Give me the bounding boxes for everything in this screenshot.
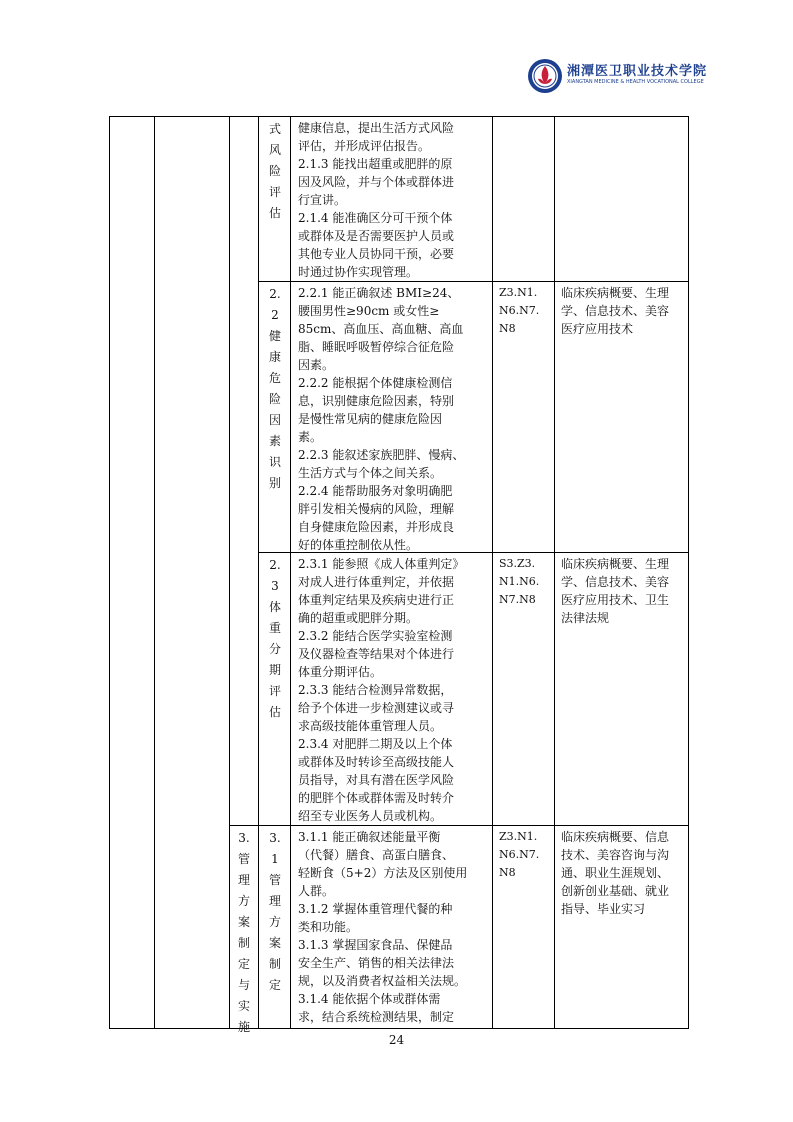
vertical-char: 定 (268, 978, 281, 992)
content-line: 的肥胖个体或群体需及时转介 (298, 791, 455, 805)
code-line: N6.N7. (499, 304, 540, 317)
content-line: 腰围男性≥90cm 或女性≥ (298, 304, 440, 318)
vertical-char: 制 (237, 936, 250, 950)
content-line: 85cm、高血压、高血糖、高血 (298, 322, 464, 336)
content-line: 3.1.2 掌握体重管理代餐的种 (298, 902, 453, 916)
vertical-char: 与 (237, 978, 250, 992)
content-line: 人群。 (298, 884, 335, 898)
vertical-char: 评 (268, 684, 281, 698)
content-line: 绍至专业医务人员或机构。 (298, 809, 443, 823)
content-line: 胖引发相关慢病的风险，理解 (298, 502, 455, 516)
vertical-char: 重 (268, 621, 281, 635)
content-line: 健康信息，提出生活方式风险 (298, 121, 455, 135)
course-line: 创新创业基础、就业 (561, 884, 670, 898)
vertical-char: 识 (268, 455, 281, 469)
vertical-char: 险 (268, 392, 281, 406)
vertical-char: 方 (268, 915, 281, 929)
code-line: N8 (499, 866, 516, 879)
vertical-char: 估 (268, 705, 281, 719)
course-line: 学、信息技术、美容 (561, 575, 670, 589)
content-line: 因素。 (298, 358, 335, 372)
vertical-char: 定 (237, 957, 250, 971)
sub-item-4-label (261, 828, 289, 996)
course-line: 临床疾病概要、生理 (561, 286, 670, 300)
content-line: 求，结合系统检测结果，制定 (298, 1010, 455, 1024)
content-line: （代餐）膳食、高蛋白膳食、 (298, 848, 455, 862)
content-line: 或群体及时转诊至高级技能人 (298, 755, 455, 769)
content-line: 评估，并形成评估报告。 (298, 139, 431, 153)
vertical-char: 案 (268, 936, 281, 950)
vertical-char: 式 (268, 122, 281, 136)
school-name-en: XIANGTAN MEDICINE & HEALTH VOCATIONAL COLLEGE (567, 79, 704, 85)
course-line: 临床疾病概要、信息 (561, 830, 670, 844)
vertical-char: 2. (269, 558, 281, 572)
row-2-courses (561, 284, 669, 338)
vertical-char: 2 (271, 308, 279, 322)
vertical-char: 因 (268, 413, 281, 427)
course-line: 医疗应用技术 (561, 322, 634, 336)
content-line: 2.1.4 能准确区分可干预个体 (298, 211, 453, 225)
row-2-content (298, 284, 464, 554)
vertical-char: 方 (237, 894, 250, 908)
content-line: 安全生产、销售的相关法律法 (298, 956, 455, 970)
content-line: 2.3.1 能参照《成人体重判定》 (298, 557, 465, 571)
vertical-char: 管 (268, 873, 281, 887)
vertical-char: 评 (268, 185, 281, 199)
vertical-char: 理 (268, 894, 281, 908)
sub-item-2-label (261, 284, 289, 494)
content-line: 2.2.1 能正确叙述 BMI≥24、 (298, 286, 460, 300)
content-line: 规，以及消费者权益相关法规。 (298, 974, 467, 988)
vertical-char: 素 (268, 434, 281, 448)
vertical-char: 实 (237, 999, 250, 1013)
row-4-courses (561, 828, 669, 918)
vertical-char: 风 (268, 143, 281, 157)
page-number: 24 (388, 1033, 405, 1047)
content-line: 2.3.3 能结合检测异常数据， (298, 683, 453, 697)
main-item-3-label (231, 828, 257, 1038)
vertical-char: 康 (268, 350, 281, 364)
content-line: 自身健康危险因素，并形成良 (298, 520, 455, 534)
vertical-char: 分 (268, 642, 281, 656)
code-line: N7.N8 (499, 593, 536, 606)
content-line: 脂、睡眠呼吸暂停综合征危险 (298, 340, 455, 354)
code-line: S3.Z3. (499, 557, 536, 570)
content-line: 时通过协作实现管理。 (298, 265, 419, 279)
vertical-char: 体 (268, 600, 281, 614)
code-line: Z3.N1. (499, 830, 538, 843)
content-line: 因及风险，并与个体或群体进 (298, 175, 455, 189)
vertical-char: 3. (269, 831, 281, 845)
vertical-char: 案 (237, 915, 250, 929)
course-line: 指导、毕业实习 (561, 902, 646, 916)
content-line: 3.1.1 能正确叙述能量平衡 (298, 830, 441, 844)
course-line: 医疗应用技术、卫生 (561, 593, 670, 607)
content-line: 3.1.3 掌握国家食品、保健品 (298, 938, 453, 952)
sub-item-3-label (261, 555, 289, 723)
content-line: 2.1.3 能找出超重或肥胖的原 (298, 157, 453, 171)
content-line: 行宣讲。 (298, 193, 347, 207)
code-line: N1.N6. (499, 575, 540, 588)
vertical-char: 期 (268, 663, 281, 677)
vertical-char: 3. (238, 831, 250, 845)
content-line: 2.3.4 对肥胖二期及以上个体 (298, 737, 453, 751)
vertical-char: 制 (268, 957, 281, 971)
vertical-char: 险 (268, 164, 281, 178)
school-name: 湘潭医卫职业技术学院 (567, 64, 708, 79)
content-line: 员指导，对具有潜在医学风险 (298, 773, 455, 787)
vertical-char: 估 (268, 206, 281, 220)
vertical-char: 健 (268, 329, 281, 343)
content-line: 对成人进行体重判定，并依据 (298, 575, 455, 589)
vertical-char: 别 (268, 476, 281, 490)
content-line: 体重判定结果及疾病史进行正 (298, 593, 455, 607)
code-line: Z3.N1. (499, 286, 538, 299)
content-line: 3.1.4 能依据个体或群体需 (298, 992, 441, 1006)
row-2-codes (499, 284, 539, 338)
content-line: 2.2.4 能帮助服务对象明确肥 (298, 484, 453, 498)
row-1-content (298, 119, 454, 281)
vertical-char: 3 (271, 579, 279, 593)
content-line: 求高级技能体重管理人员。 (298, 719, 443, 733)
course-line: 通、职业生涯规划、 (561, 866, 670, 880)
content-line: 是慢性常见病的健康危险因 (298, 412, 443, 426)
content-line: 好的体重控制依从性。 (298, 538, 419, 552)
content-line: 体重分期评估。 (298, 665, 383, 679)
content-line: 给予个体进一步检测建议或寻 (298, 701, 455, 715)
content-line: 2.3.2 能结合医学实验室检测 (298, 629, 453, 643)
course-line: 技术、美容咨询与沟 (561, 848, 670, 862)
row-4-content (298, 828, 467, 1026)
content-line: 生活方式与个体之间关系。 (298, 466, 443, 480)
content-line: 2.2.3 能叙述家族肥胖、慢病、 (298, 448, 465, 462)
row-4-codes (499, 828, 539, 882)
content-line: 类和功能。 (298, 920, 359, 934)
vertical-char: 管 (237, 852, 250, 866)
row-3-codes (499, 555, 539, 609)
content-line: 及仪器检查等结果对个体进行 (298, 647, 455, 661)
content-line: 素。 (298, 430, 323, 444)
content-line: 确的超重或肥胖分期。 (298, 611, 419, 625)
vertical-char: 施 (237, 1020, 250, 1034)
row-3-content (298, 555, 464, 825)
vertical-char: 理 (237, 873, 250, 887)
content-line: 息，识别健康危险因素，特别 (298, 394, 455, 408)
vertical-char: 1 (271, 852, 279, 866)
vertical-char: 2. (269, 287, 281, 301)
content-line: 其他专业人员协同干预，必要 (298, 247, 455, 261)
row-3-courses (561, 555, 669, 627)
course-line: 学、信息技术、美容 (561, 304, 670, 318)
course-line: 法律法规 (561, 611, 610, 625)
sub-item-1-label (261, 119, 289, 224)
content-line: 或群体及是否需要医护人员或 (298, 229, 455, 243)
vertical-char: 危 (268, 371, 281, 385)
code-line: N8 (499, 322, 516, 335)
course-line: 临床疾病概要、生理 (561, 557, 670, 571)
content-line: 轻断食（5+2）方法及区别使用 (298, 866, 468, 880)
code-line: N6.N7. (499, 848, 540, 861)
content-line: 2.2.2 能根据个体健康检测信 (298, 376, 453, 390)
